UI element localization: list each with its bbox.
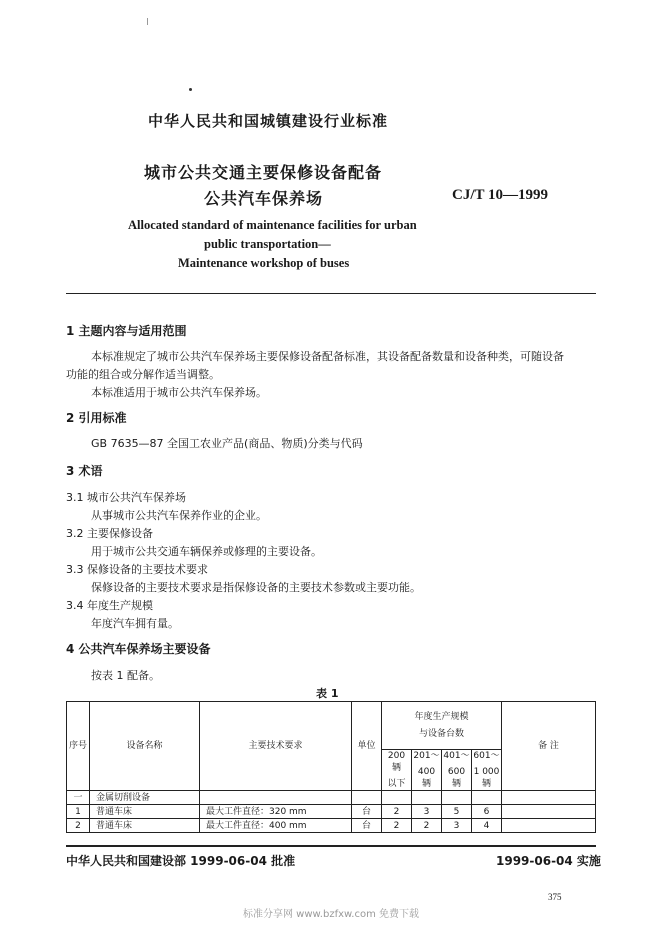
header-equipment-name: 设备名称 — [90, 702, 200, 791]
row-1-c4: 6 — [472, 805, 502, 819]
row-0-c3 — [442, 791, 472, 805]
term-3-4-definition: 年度汽车拥有量。 — [91, 617, 179, 630]
row-0-note — [502, 791, 596, 805]
header-scale-1-line-2: 以下 — [387, 779, 406, 789]
row-2-note — [502, 819, 596, 833]
header-scale-1 — [382, 750, 412, 791]
row-2-c4: 4 — [472, 819, 502, 833]
section-2-heading: 2 引用标准 — [66, 411, 127, 425]
header-unit: 单位 — [352, 702, 382, 791]
row-0-c2 — [412, 791, 442, 805]
section-1-heading: 1 主题内容与适用范围 — [66, 324, 187, 338]
header-technical-requirements: 主要技术要求 — [200, 702, 352, 791]
term-3-2-definition: 用于城市公共交通车辆保养或修理的主要设备。 — [91, 545, 322, 558]
implementation-date: 1999-06-04 实施 — [496, 854, 601, 868]
scan-dot — [189, 88, 192, 91]
term-3-3: 3.3 保修设备的主要技术要求 — [66, 563, 208, 576]
term-3-1-definition: 从事城市公共汽车保养作业的企业。 — [91, 509, 267, 522]
row-1-note — [502, 805, 596, 819]
section-3-heading: 3 术语 — [66, 464, 103, 478]
header-scale-2-line-1: 201～ — [413, 751, 440, 761]
header-annual-scale — [382, 702, 502, 750]
header-scale-2-line-2: 400 辆 — [417, 767, 436, 789]
scan-mark — [147, 18, 148, 25]
header-scale-4-line-2: 1 000 辆 — [473, 767, 500, 789]
title-line-2: 公共汽车保养场 — [204, 189, 324, 208]
standard-code: CJ/T 10—1999 — [452, 187, 548, 203]
section-1-paragraph-1a: 本标准规定了城市公共汽车保养场主要保修设备配备标准，其设备配备数量和设备种类，可随设备 — [91, 350, 564, 363]
row-1-no: 1 — [67, 805, 90, 819]
title-line-1: 城市公共交通主要保修设备配备 — [144, 163, 383, 182]
header-scale-2 — [412, 750, 442, 791]
row-0-unit — [352, 791, 382, 805]
table-header-row — [67, 702, 596, 750]
header-scale-3-line-2: 600 辆 — [447, 767, 466, 789]
approval-line: 中华人民共和国建设部 1999-06-04 批准 — [66, 854, 296, 868]
term-3-4: 3.4 年度生产规模 — [66, 599, 153, 612]
header-remarks: 备 注 — [502, 702, 596, 791]
header-scale-1-line-1: 200 辆 — [387, 751, 406, 773]
row-0-c1 — [382, 791, 412, 805]
term-3-2: 3.2 主要保修设备 — [66, 527, 153, 540]
footer-divider — [66, 845, 596, 847]
row-0-c4 — [472, 791, 502, 805]
page-number: 375 — [548, 892, 562, 902]
term-3-1: 3.1 城市公共汽车保养场 — [66, 491, 186, 504]
section-4-heading: 4 公共汽车保养场主要设备 — [66, 642, 211, 656]
equipment-table — [66, 701, 596, 833]
header-annual-scale-line-1: 年度生产规模 — [414, 712, 469, 722]
term-3-3-definition: 保修设备的主要技术要求是指保修设备的主要技术参数或主要功能。 — [91, 581, 421, 594]
section-1-paragraph-1b: 功能的组合或分解作适当调整。 — [66, 368, 220, 381]
section-4-paragraph: 按表 1 配备。 — [91, 669, 160, 682]
table-row — [67, 791, 596, 805]
section-1-paragraph-2: 本标准适用于城市公共汽车保养场。 — [91, 386, 267, 399]
english-title-line-1: Allocated standard of maintenance facilities for urban — [128, 218, 417, 232]
row-2-c3: 3 — [442, 819, 472, 833]
header-scale-3 — [442, 750, 472, 791]
issuing-organization: 中华人民共和国城镇建设行业标准 — [148, 112, 389, 130]
row-1-c2: 3 — [412, 805, 442, 819]
table-row — [67, 819, 596, 833]
row-2-unit: 台 — [352, 819, 382, 833]
row-2-req: 最大工件直径：400 mm — [200, 819, 352, 833]
row-2-no: 2 — [67, 819, 90, 833]
header-annual-scale-line-2: 与设备台数 — [418, 729, 464, 739]
row-0-req — [200, 791, 352, 805]
row-0-name: 金属切削设备 — [90, 791, 200, 805]
english-title-line-3: Maintenance workshop of buses — [178, 256, 350, 270]
header-divider — [66, 293, 596, 294]
section-2-reference: GB 7635—87 全国工农业产品(商品、物质)分类与代码 — [91, 437, 363, 450]
row-1-unit: 台 — [352, 805, 382, 819]
row-2-c2: 2 — [412, 819, 442, 833]
row-1-req: 最大工件直径：320 mm — [200, 805, 352, 819]
row-1-c3: 5 — [442, 805, 472, 819]
row-0-no: 一 — [67, 791, 90, 805]
header-scale-4 — [472, 750, 502, 791]
row-2-name: 普通车床 — [90, 819, 200, 833]
row-1-c1: 2 — [382, 805, 412, 819]
header-serial-no: 序号 — [67, 702, 90, 791]
table-row — [67, 805, 596, 819]
header-scale-4-line-1: 601～ — [473, 751, 500, 761]
header-scale-3-line-1: 401～ — [443, 751, 470, 761]
english-title-line-2: public transportation— — [204, 237, 331, 251]
table-caption: 表 1 — [316, 687, 339, 700]
row-2-c1: 2 — [382, 819, 412, 833]
watermark-text: 标准分享网 www.bzfxw.com 免费下载 — [243, 909, 419, 920]
row-1-name: 普通车床 — [90, 805, 200, 819]
